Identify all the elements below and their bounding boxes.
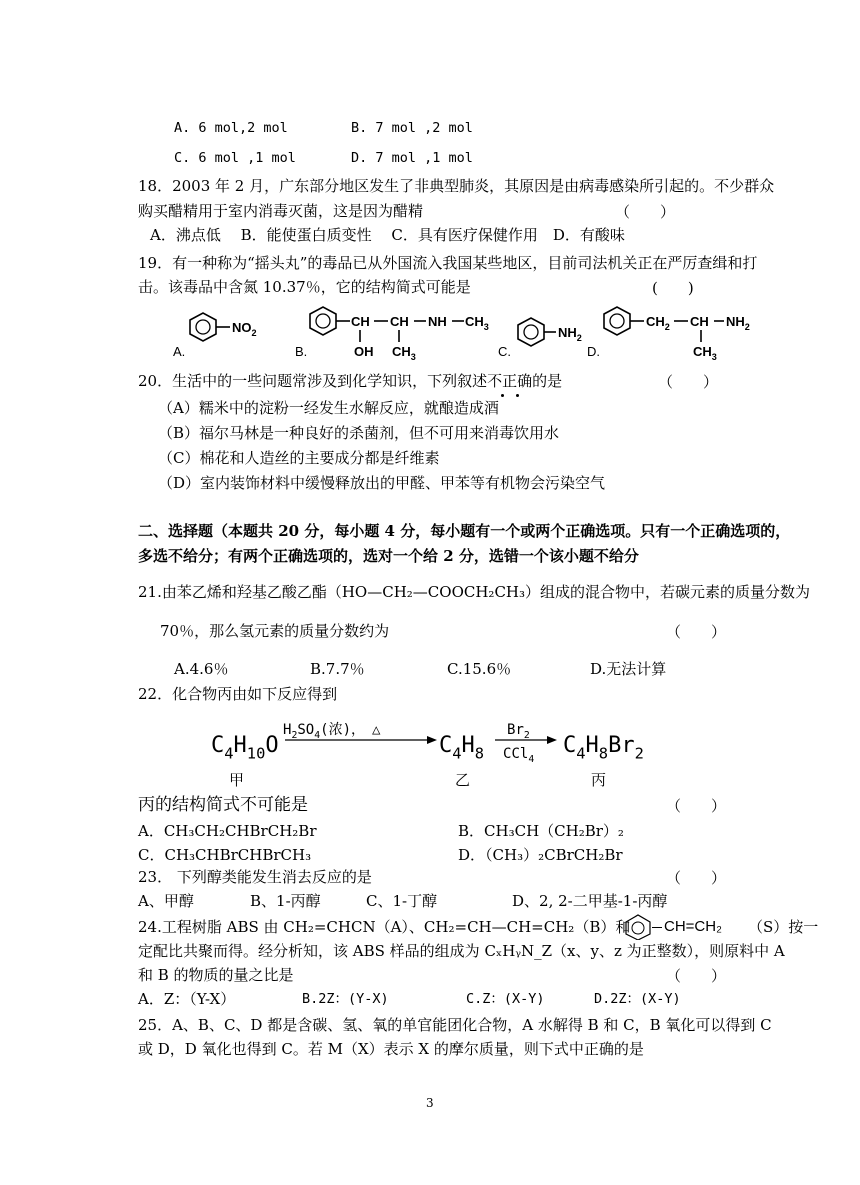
section2-header-line1: 二、选择题（本题共 20 分，每小题 4 分，每小题有一个或两个正确选项。只有一个正确选项的，: [138, 522, 791, 540]
page-number: 3: [426, 1096, 434, 1110]
chem-ch2-d: $CH_2$: [646, 314, 670, 332]
q21-option-b: B.7.7％: [310, 660, 365, 678]
q25-line2: 或 D，D 氧化也得到 C。若 M（X）表示 X 的摩尔质量，则下式中正确的是: [138, 1040, 644, 1058]
q18-answer-paren: （ ）: [615, 203, 676, 221]
q19-structures: [160, 298, 780, 366]
q22-option-a: A．CH₃CH₂CHBrCH₂Br: [138, 822, 317, 840]
q24-line2: 定配比共聚而得。经分析知，该 ABS 样品的组成为 CₓHᵧN_Z（x、y、z 为正整数），则原料中 A: [138, 942, 785, 960]
q20-option-c: （C）棉花和人造丝的主要成分都是纤维素: [158, 449, 440, 467]
styrene-vinyl-label: CH=CH₂: [664, 918, 722, 935]
q22-answer-paren: （ ）: [666, 797, 727, 815]
chem-ch3-1: $CH_3$: [465, 314, 489, 332]
q24-option-c: C.Z：(X-Y): [466, 991, 545, 1007]
q24-option-a: A．Z：（Y-X）: [138, 990, 236, 1008]
q23-stem: 23． 下列醇类能发生消去反应的是: [138, 868, 372, 886]
label-yi: 乙: [455, 771, 471, 789]
q21-answer-paren: （ ）: [666, 623, 727, 641]
chem-ch-d: CH: [690, 314, 709, 329]
condition-2-bottom: CCl$_4$: [503, 746, 535, 766]
q23-answer-paren: （ ）: [666, 869, 727, 887]
q23-option-a: A、甲醇: [138, 892, 194, 910]
condition-1: $H_2SO_4$(浓)， △: [283, 722, 381, 742]
q17-option-a: A. 6 mol,2 mol: [174, 120, 288, 136]
intermediate-formula: $C_4H_8$: [439, 733, 485, 763]
q22-option-c: C．CH₃CHBrCHBrCH₃: [138, 846, 312, 864]
q24-line1-start: 24.工程树脂 ABS 由 CH₂=CHCN（A）、CH₂=CH—CH=CH₂（B）和: [138, 918, 631, 936]
label-b: B.: [295, 344, 308, 359]
q18-line1: 18．2003 年 2 月，广东部分地区发生了非典型肺炎，其原因是由病毒感染所引起的。不少群众: [138, 177, 775, 195]
q21-option-c: C.15.6％: [447, 660, 512, 678]
q20-option-a: （A）糯米中的淀粉一经发生水解反应，就酿造成酒: [158, 399, 499, 417]
condition-2-top: $Br_2$: [507, 722, 530, 742]
q22-option-b: B．CH₃CH（CH₂Br）₂: [458, 822, 624, 840]
q18-options: A．沸点低 B．能使蛋白质变性 C．具有医疗保健作用 D．有酸味: [150, 226, 625, 244]
q20-stem: 20．生活中的一些问题常涉及到化学知识，下列叙述不正确的是: [138, 372, 563, 390]
q23-option-c: C、1-丁醇: [366, 892, 438, 910]
chem-nh2-c: $NH_2$: [558, 325, 582, 343]
chem-ch-2: CH: [390, 314, 409, 329]
q22-option-d: D．（CH₃）₂CBrCH₂Br: [458, 846, 623, 864]
q24-line1-end: （S）按一: [748, 918, 819, 936]
q24-option-b: B.2Z：(Y-X): [302, 991, 389, 1007]
q19-answer-paren: ( ): [652, 279, 694, 297]
q24-option-d: D.2Z：(X-Y): [594, 991, 681, 1007]
styrene-vinyl-group: [652, 917, 722, 937]
q18-line2: 购买醋精用于室内消毒灭菌，这是因为醋精: [138, 202, 424, 220]
section2-header-line2: 多选不给分；有两个正确选项的，选对一个给 2 分，选错一个该小题不给分: [138, 547, 639, 565]
chem-ch3-d: $CH_3$: [693, 344, 717, 362]
label-bing: 丙: [591, 771, 607, 789]
q20-answer-paren: （ ）: [658, 373, 719, 391]
structure-b: [295, 307, 489, 362]
chem-nh: NH: [428, 314, 447, 329]
q21-option-d: D.无法计算: [590, 660, 667, 678]
q21-option-a: A.4.6％: [174, 660, 229, 678]
emphasis-dot: [501, 394, 504, 397]
q24-line3: 和 B 的物质的量之比是: [138, 966, 294, 984]
structure-c: [498, 318, 582, 359]
structure-d: [587, 307, 750, 362]
q24-answer-paren: （ ）: [666, 967, 727, 985]
q23-option-b: B、1-丙醇: [250, 892, 321, 910]
q21-line2: 70％，那么氢元素的质量分数约为: [160, 622, 390, 640]
q20-option-d: （D）室内装饰材料中缓慢释放出的甲醛、甲苯等有机物会污染空气: [158, 474, 606, 492]
label-a: A.: [173, 344, 186, 359]
q19-line1: 19．有一种称为“摇头丸”的毒品已从外国流入我国某些地区，目前司法机关正在严厉查缉和打: [138, 254, 758, 272]
q25-line1: 25．A、B、C、D 都是含碳、氢、氧的单官能团化合物，A 水解得 B 和 C，B 氧化可以得到 C: [138, 1016, 772, 1034]
q21-line1: 21.由苯乙烯和羟基乙酸乙酯（HO—CH₂—COOCH₂CH₃）组成的混合物中，若碳元素的质量分数为: [138, 583, 811, 601]
q22-question: 丙的结构简式不可能是: [138, 795, 308, 815]
q17-option-c: C. 6 mol ,1 mol: [174, 150, 296, 166]
chem-oh: OH: [354, 344, 374, 359]
label-jia: 甲: [229, 771, 245, 789]
structure-a: [173, 313, 257, 359]
chem-ch3-2: $CH_3$: [392, 344, 416, 362]
emphasis-dot: [516, 394, 519, 397]
benzene-ring-icon: [624, 912, 652, 940]
label-c: C.: [498, 344, 511, 359]
product-formula: $C_4H_8Br_2$: [563, 733, 644, 763]
q22-stem: 22．化合物丙由如下反应得到: [138, 685, 338, 703]
chem-nh2-d: $NH_2$: [726, 314, 750, 332]
q19-line2: 击。该毒品中含氮 10.37％，它的结构简式可能是: [138, 278, 471, 296]
q22-reaction-scheme: [205, 712, 675, 792]
q17-option-b: B. 7 mol ,2 mol: [351, 120, 473, 136]
chem-ch: CH: [351, 314, 370, 329]
label-d: D.: [587, 344, 600, 359]
reactant-formula: $C_4H_10O$: [211, 733, 279, 763]
q23-option-d: D、2, 2-二甲基-1-丙醇: [512, 892, 668, 910]
chem-no2: $NO_2$: [232, 320, 257, 338]
q20-option-b: （B）福尔马林是一种良好的杀菌剂，但不可用来消毒饮用水: [158, 424, 560, 442]
q17-option-d: D. 7 mol ,1 mol: [351, 150, 473, 166]
